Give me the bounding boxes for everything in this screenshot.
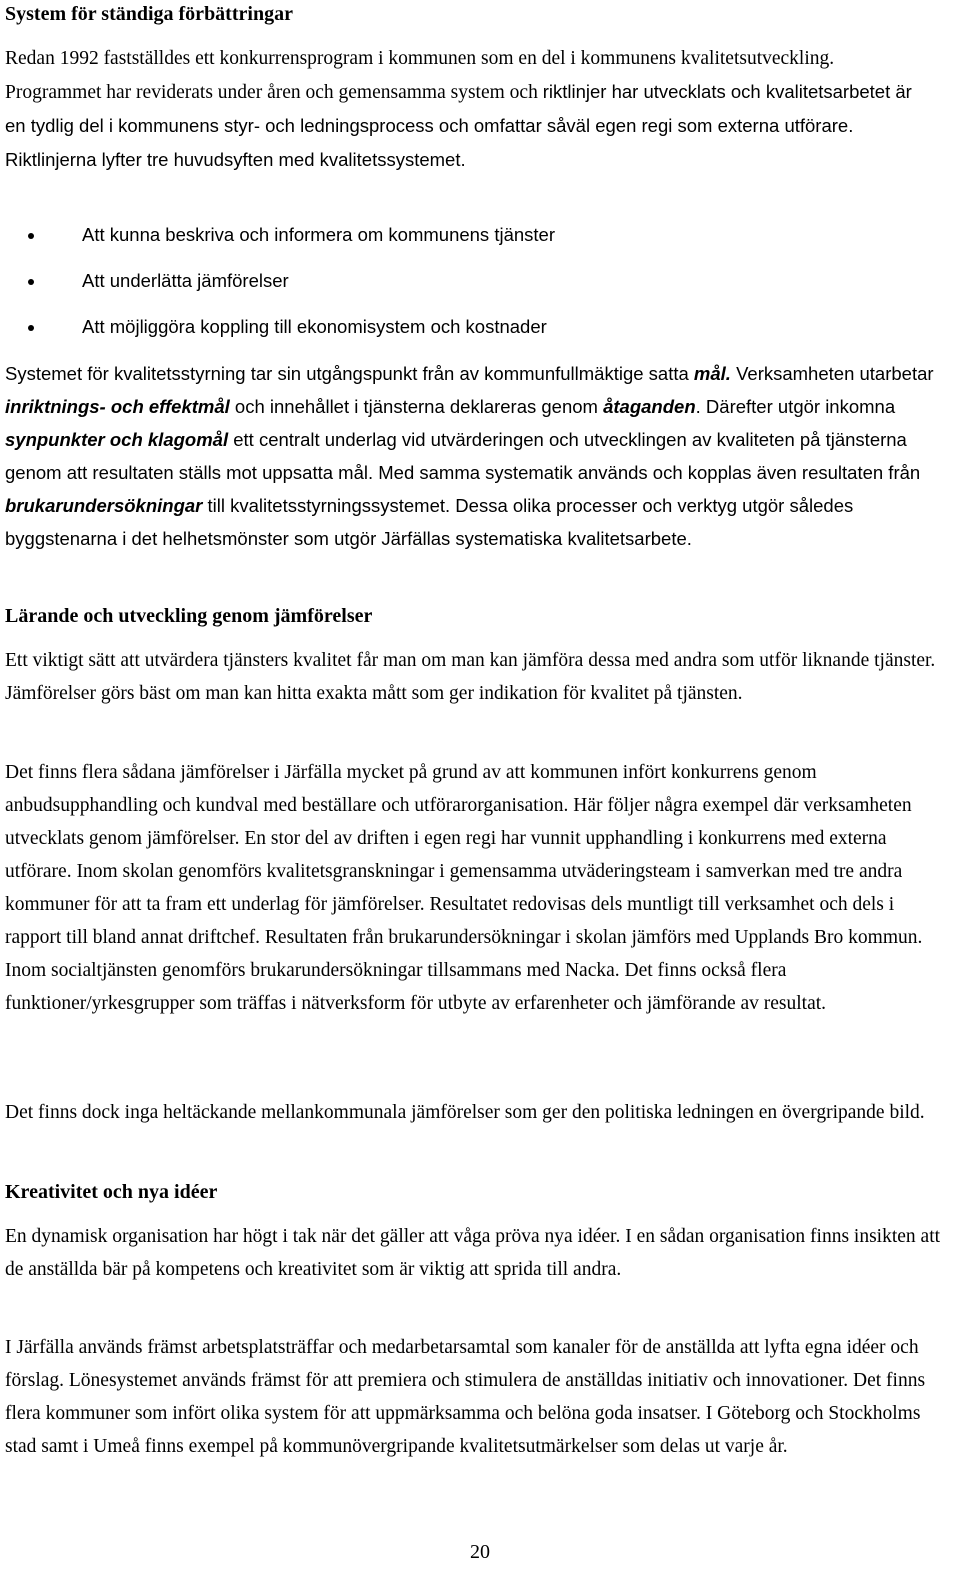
creativity-paragraph-1: En dynamisk organisation har högt i tak när det gäller att våga pröva nya idéer. I en sådan organisation finns insikten att de anställda bär på kompetens och kreativitet som är viktig att sprida till andra. [5, 1226, 941, 1280]
bullet-icon [28, 233, 34, 239]
emphasis-mal: mål. [693, 363, 731, 384]
list-item: Att underlätta jämförelser [5, 264, 935, 310]
intro-serif-text: Redan 1992 fastställdes ett konkurrensprogram i kommunen som en del i kommunens kvalitetsutveckling. Programmet har reviderats under åren och gemensamma system och [5, 48, 835, 103]
emphasis-inriktnings: inriktnings- och effektmål [5, 396, 230, 417]
section-heading-system: System för ständiga förbättringar [5, 3, 293, 25]
emphasis-brukarundersokningar: brukarundersökningar [5, 495, 203, 516]
comparison-paragraph-1: Ett viktigt sätt att utvärdera tjänsters kvalitet får man om man kan jämföra dessa med andra som utför liknande tjänster. Jämförelser görs bäst om man kan hitta exakta mått som ger indikation för kvalitet på tjänsten. [5, 650, 936, 704]
list-item: Att kunna beskriva och informera om kommunens tjänster [5, 218, 935, 264]
bullet-icon [28, 279, 34, 285]
comparison-paragraph-3: Det finns dock inga heltäckande mellankommunala jämförelser som ger den politiska ledningen en övergripande bild. [5, 1102, 925, 1123]
bullet-icon [28, 325, 34, 331]
quality-system-paragraph: Systemet för kvalitetsstyrning tar sin utgångspunkt från av kommunfullmäktige satta mål. Verksamheten utarbetar inriktnings- och effektmål och innehållet i tjänsterna deklareras genom åtaganden. Därefter utgör inkomna synpunkter och klagomål ett centralt underlag vid utvärderingen och utvecklingen av kvaliteten på tjänsterna genom att resultaten ställs mot uppsatta mål. Med samma systematik används och kopplas även resultaten från brukarundersökningar till kvalitetsstyrningssystemet. Dessa olika processer och verktyg utgör således byggstenarna i det helhetsmönster som utgör Järfällas systematiska kvalitetsarbete. [5, 363, 934, 549]
page-number: 20 [470, 1541, 490, 1563]
list-item: Att möjliggöra koppling till ekonomisystem och kostnader [5, 310, 935, 356]
section-heading-larande: Lärande och utveckling genom jämförelser [5, 605, 373, 627]
emphasis-synpunkter: synpunkter och klagomål [5, 429, 229, 450]
intro-sans-text: riktlinjer har utvecklats och kvalitetsarbetet är en tydlig del i kommunens styr- och ledningsprocess och omfattar såväl egen regi som externa utförare. Riktlinjerna lyfter tre huvudsyften med kvalitetssystemet. [5, 81, 912, 170]
section-heading-kreativitet: Kreativitet och nya idéer [5, 1181, 218, 1203]
comparison-paragraph-2: Det finns flera sådana jämförelser i Järfälla mycket på grund av att kommunen infört konkurrens genom anbudsupphandling och kundval med beställare och utförarorganisation. Här följer några exempel där verksamheten utvecklats genom jämförelser. En stor del av driften i egen regi har vunnit upphandling i konkurrens med externa utförare. Inom skolan genomförs kvalitetsgranskningar i gemensamma utväderingsteam i samverkan med tre andra kommuner för att ta fram ett underlag för jämförelser. Resultatet redovisas dels muntligt till verksamhet och dels i rapport till bland annat driftchef. Resultaten från brukarundersökningar i skolan jämförs med Upplands Bro kommun. Inom socialtjänsten genomförs brukarundersökningar tillsammans med Nacka. Det finns också flera funktioner/yrkesgrupper som träffas i nätverksform för utbyte av erfarenheter och jämförande av resultat. [5, 762, 923, 1014]
intro-paragraph [5, 42, 935, 177]
purpose-list [5, 218, 935, 356]
emphasis-ataganden: åtaganden [603, 396, 696, 417]
creativity-paragraph-2: I Järfälla används främst arbetsplatsträffar och medarbetarsamtal som kanaler för de anställda att lyfta egna idéer och förslag. Lönesystemet används främst för att premiera och stimulera de anställdas initiativ och innovationer. Det finns flera kommuner som infört olika system för att uppmärksamma och belöna goda insatser. I Göteborg och Stockholms stad samt i Umeå finns exempel på kommunövergripande kvalitetsutmärkelser som delas ut varje år. [5, 1337, 926, 1457]
